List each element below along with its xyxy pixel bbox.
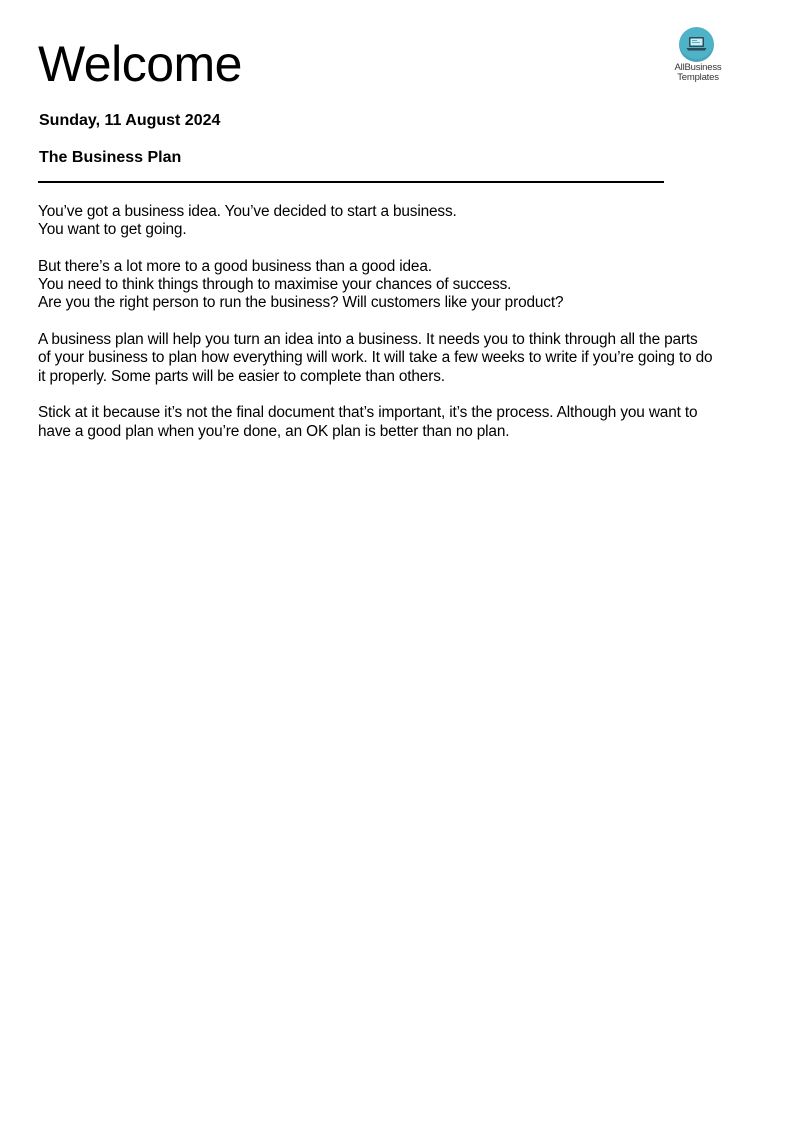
laptop-icon — [686, 36, 707, 52]
paragraph-line: But there’s a lot more to a good business than a good idea. — [38, 257, 432, 275]
logo-line-1: AllBusiness — [674, 62, 722, 73]
title-divider — [38, 181, 664, 183]
paragraph-line: You want to get going. — [38, 221, 187, 239]
paragraph-line: You need to think things through to maximise your chances of success. — [38, 276, 512, 294]
paragraph-4 — [38, 404, 748, 441]
paragraph-1 — [38, 203, 748, 240]
paragraph-line: of your business to plan how everything will work. It will take a few weeks to write if you’re going to do — [38, 349, 713, 367]
logo-line-2: Templates — [677, 72, 719, 83]
paragraph-line: have a good plan when you’re done, an OK plan is better than no plan. — [38, 422, 510, 440]
document-body — [38, 203, 748, 459]
paragraph-line: it properly. Some parts will be easier to complete than others. — [38, 367, 445, 385]
paragraph-line: You’ve got a business idea. You’ve decided to start a business. — [38, 203, 457, 220]
document-date: Sunday, 11 August 2024 — [39, 112, 221, 129]
logo-wordmark — [666, 63, 730, 83]
page-title: Welcome — [38, 36, 242, 92]
paragraph-3 — [38, 331, 748, 386]
paragraph-line: Stick at it because it’s not the final document that’s important, it’s the process. Although you want to — [38, 404, 698, 422]
section-title: The Business Plan — [39, 149, 182, 166]
paragraph-line: Are you the right person to run the business? Will customers like your product? — [38, 294, 564, 312]
paragraph-2 — [38, 258, 748, 313]
paragraph-line: A business plan will help you turn an idea into a business. It needs you to think through all the parts — [38, 331, 698, 349]
company-logo — [666, 27, 730, 87]
logo-badge — [679, 27, 714, 62]
